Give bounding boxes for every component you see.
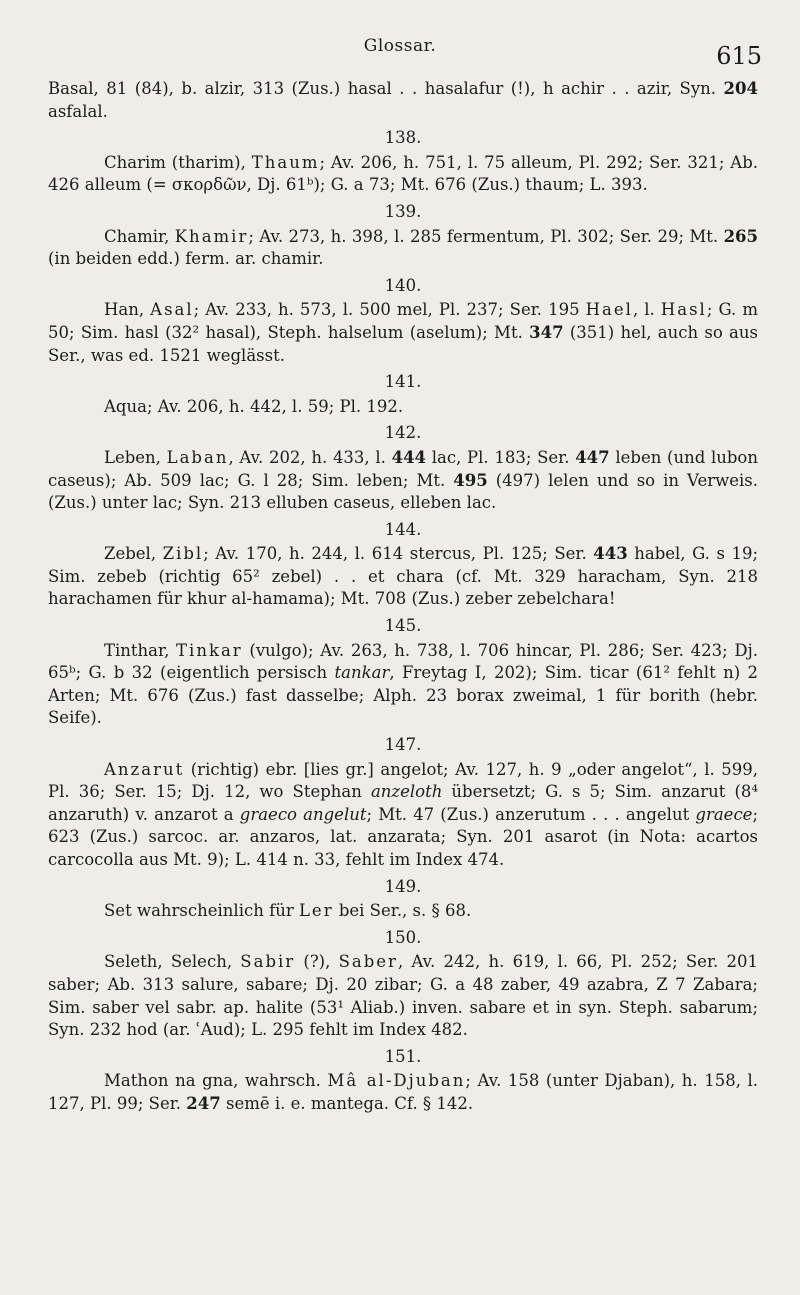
entry-text [48,78,758,123]
entry-text [48,152,758,197]
entry-text-segment: ; 623 (Zus.) sarcoc. ar. anzaros, lat. anzarata; Syn. 201 asarot (in Nota: acartos carcocolla aus Mt. 9); L. 414 n. 33, fehlt im Index 474. [48,804,759,869]
entry-text [48,396,758,419]
entry-text-segment: , Freytag I, 202); Sim. ticar (61² fehlt n) 2 Arten; Mt. 676 (Zus.) fast dasselbe; Alph. 23 borax zweimal, 1 für borith (hebr. Seife). [48,663,759,728]
glossary-entry [48,78,758,123]
entry-text-segment: Charim (tharim), [104,152,252,172]
entry-text-segment: Leben, [104,447,167,467]
glossary-entry [48,927,758,1042]
entry-text [48,900,758,923]
entry-text-segment: Chamir, [104,226,175,246]
entry-text-segment: 204 [723,79,758,98]
entry-text-segment: Tinthar, [104,640,177,660]
entry-text [48,447,758,515]
entry-text-segment: Seleth, Selech, [104,952,241,972]
glossary-entry [48,422,758,514]
entry-text-segment: Hael [585,300,633,320]
entry-text-segment: leben (und lubon caseus); Ab. 509 lac; G. l 28; Sim. leben; Mt. [48,447,758,490]
glossary-entry [48,1046,758,1116]
glossary-entry [48,371,758,418]
entry-text-segment: Mâ al-Djuban [327,1071,466,1091]
entry-text-segment: Tinkar [176,640,243,660]
glossary-entry [48,734,758,872]
entry-text-segment: , Av. 202, h. 433, l. [228,447,392,467]
running-title: Glossar. [363,36,437,56]
entry-text-segment: lac, Pl. 183; Ser. [426,447,576,467]
entry-text-segment: (497) lelen und so in Verweis. (Zus.) unter lac; Syn. 213 elluben caseus, elleben lac. [48,470,758,513]
entry-text-segment: 247 [186,1093,221,1113]
entry-text [48,759,758,872]
entry-text-segment: (?), [295,952,339,972]
entry-text-segment: 347 [529,322,564,342]
entry-number: 142. [384,423,422,443]
glossary-body [48,78,758,1116]
entry-text [48,951,758,1041]
entry-text [48,640,758,730]
entry-text-segment: 495 [453,470,488,490]
entry-text-segment: , l. [632,300,661,320]
entry-text-segment: graeco angelut [239,804,367,824]
glossary-entry [48,201,758,271]
entry-text [48,1070,758,1115]
entry-text-segment: Hasl [660,300,707,320]
entry-text-segment: ; Av. 233, h. 573, l. 500 mel, Pl. 237; Ser. 195 [193,300,586,320]
entry-text-segment: (vulgo); Av. 263, h. 738, l. 706 hincar, Pl. 286; Ser. 423; Dj. 65ᵇ; G. b 32 (eigentlich persisch [48,640,758,683]
entry-text-segment: 447 [575,447,610,467]
entry-number: 151. [384,1046,422,1066]
entry-text-segment: ; G. m 50; Sim. hasl (32² hasal), Steph. halselum (aselum); Mt. [48,300,758,342]
entry-number: 144. [384,519,422,539]
entry-text-segment: habel, G. s 19; Sim. zebeb (richtig 65² zebel) . . et chara (cf. Mt. 329 haracham, Syn. 218 harachamen für khur al-hamama); Mt. 708 (Zus.) zeber zebelchara! [48,544,759,609]
entry-text-segment: Ler [298,901,334,921]
entry-text-segment: ; Av. 206, h. 751, l. 75 alleum, Pl. 292; Ser. 321; Ab. 426 alleum (= σκορδῶν, Dj. 61ᵇ); G. a 73; Mt. 676 (Zus.) thaum; L. 393. [48,152,758,195]
entry-text-segment: Laban [166,447,229,467]
entry-text-segment: 444 [391,447,427,467]
entry-text-segment: Asal [150,300,194,320]
running-header [0,30,800,70]
entry-text-segment: Zibl [162,544,204,564]
entry-text-segment: Saber [338,952,398,972]
entry-text-segment: Thaum [251,152,320,172]
glossary-entry [48,615,758,730]
entry-text-segment: Set wahrscheinlich für [104,901,299,921]
entry-text-segment: Basal, 81 (84), b. alzir, 313 (Zus.) hasal . . hasalafur (!), h achir . . azir, Syn. [48,79,724,98]
entry-number: 147. [384,735,422,755]
entry-text [48,226,758,271]
entry-text-segment: semē i. e. mantega. Cf. § 142. [220,1093,474,1113]
entry-text-segment: 443 [593,544,628,564]
glossary-entry [48,876,758,923]
page-number: 615 [716,42,762,70]
entry-number: 141. [384,372,422,392]
entry-text-segment: (351) hel, auch so aus Ser., was ed. 1521 weglässt. [48,322,758,365]
entry-number: 150. [384,927,422,947]
entry-text-segment: übersetzt; G. s 5; Sim. anzarut (8⁴ anzaruth) v. anzarot a [48,782,758,824]
entry-number: 139. [384,201,422,221]
entry-text [48,299,758,367]
glossary-entry [48,519,758,611]
entry-text-segment: bei Ser., s. § 68. [333,901,472,921]
entry-number: 149. [384,876,422,896]
entry-text-segment: ; Av. 170, h. 244, l. 614 stercus, Pl. 125; Ser. [203,544,594,564]
entry-text-segment: Aqua; Av. 206, h. 442, l. 59; Pl. 192. [104,396,404,416]
entry-text-segment: asfalal. [48,101,108,121]
entry-text-segment: Khamir [174,226,249,246]
entry-text-segment: Mathon na gna, wahrsch. [104,1071,328,1091]
entry-number: 145. [384,616,422,636]
entry-text-segment: ; Av. 158 (unter Djaban), h. 158, l. 127, Pl. 99; Ser. [48,1071,758,1113]
glossary-entry [48,127,758,197]
entry-text [48,543,758,611]
entry-text-segment: (in beiden edd.) ferm. ar. chamir. [48,249,324,269]
entry-text-segment: , Av. 242, h. 619, l. 66, Pl. 252; Ser. 201 saber; Ab. 313 salure, sabare; Dj. 20 zibar; G. a 48 zaber, 49 azabra, Z 7 Zabara; Sim. saber vel sabr. ap. halite (53¹ Aliab.) inven. sabare et in syn. Steph. sabarum; Syn. 232 hod (ar. ʿAud); L. 295 fehlt im Index 482. [48,952,758,1040]
entry-text-segment: ; Av. 273, h. 398, l. 285 fermentum, Pl. 302; Ser. 29; Mt. [248,226,724,246]
entry-number: 138. [384,128,422,148]
glossary-entry [48,275,758,367]
entry-text-segment: graece [695,804,753,824]
entry-text-segment: tankar [334,663,390,683]
entry-number: 140. [384,275,422,295]
entry-text-segment: anzeloth [370,782,443,802]
entry-text-segment: 265 [723,226,759,246]
entry-text-segment: Anzarut [104,759,185,779]
entry-text-segment: Sabir [240,952,296,972]
entry-text-segment: (richtig) ebr. [lies gr.] angelot; Av. 127, h. 9 „oder angelot“, l. 599, Pl. 36; Ser. 15; Dj. 12, wo Stephan [48,759,758,802]
entry-text-segment: Zebel, [104,544,163,564]
entry-text-segment: ; Mt. 47 (Zus.) anzerutum . . . angelut [366,804,696,824]
entry-text-segment: Han, [104,300,151,320]
